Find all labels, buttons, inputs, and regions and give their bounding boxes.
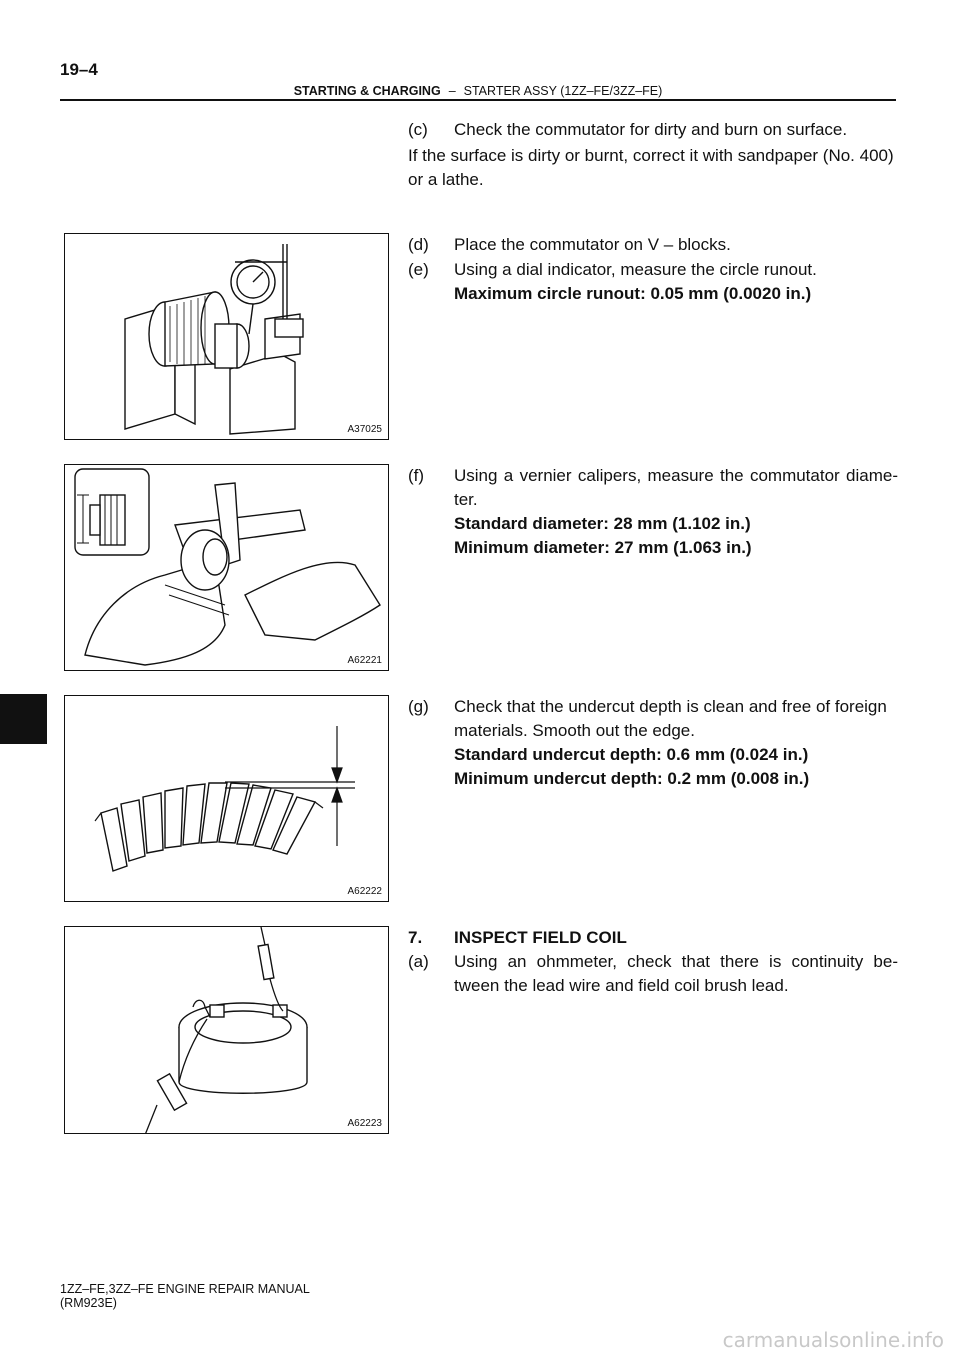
step-f-spec-minimum: Minimum diameter: 27 mm (1.063 in.) xyxy=(454,538,752,557)
step-a-label: (a) xyxy=(408,952,429,971)
figure-vernier-calipers xyxy=(64,464,389,671)
step-g-text: Check that the undercut depth is clean and free of foreign materials. Smooth out the edge. xyxy=(454,697,887,740)
step-c-label: (c) xyxy=(408,120,428,139)
field-coil-illustration xyxy=(65,927,389,1134)
footer xyxy=(60,1282,310,1310)
header-section: STARTING & CHARGING xyxy=(293,84,441,98)
step-g-spec-standard: Standard undercut depth: 0.6 mm (0.024 in.) xyxy=(454,745,809,764)
step-c-note: If the surface is dirty or burnt, correct it with sandpaper (No. 400) or a lathe. xyxy=(408,146,894,189)
step-f-label: (f) xyxy=(408,466,425,485)
header-rule xyxy=(60,99,896,101)
step-e-label: (e) xyxy=(408,260,429,279)
step-g-spec-minimum: Minimum undercut depth: 0.2 mm (0.008 in.) xyxy=(454,769,810,788)
step-g xyxy=(408,695,898,791)
step-7 xyxy=(408,926,898,998)
figure-code: A37025 xyxy=(347,424,382,435)
footer-manual-code: (RM923E) xyxy=(60,1296,117,1310)
header-subsection: STARTER ASSY (1ZZ–FE/3ZZ–FE) xyxy=(463,84,663,98)
step-f-text: Using a vernier calipers, measure the commutator diame-ter. xyxy=(454,466,898,509)
figure-undercut-depth xyxy=(64,695,389,902)
undercut-depth-illustration xyxy=(65,696,389,902)
step-e-text: Using a dial indicator, measure the circle runout. xyxy=(454,260,817,279)
step-a xyxy=(408,950,898,998)
step-c-text: Check the commutator for dirty and burn on surface. xyxy=(454,120,848,139)
step-c xyxy=(408,118,898,192)
figure-code: A62223 xyxy=(347,1118,382,1129)
step-g-label: (g) xyxy=(408,697,429,716)
step-d xyxy=(408,233,898,257)
vernier-calipers-illustration xyxy=(65,465,389,671)
figure-field-coil xyxy=(64,926,389,1134)
figure-dial-indicator xyxy=(64,233,389,440)
step-e-spec: Maximum circle runout: 0.05 mm (0.0020 in.) xyxy=(454,284,812,303)
step-f xyxy=(408,464,898,560)
step-e xyxy=(408,258,898,282)
header-dash: – xyxy=(448,84,456,98)
step-d-e xyxy=(408,233,898,306)
step-a-text: Using an ohmmeter, check that there is continuity be-tween the lead wire and field coil brush lead. xyxy=(454,952,898,995)
step-d-text: Place the commutator on V – blocks. xyxy=(454,235,731,254)
running-header xyxy=(60,84,896,98)
step-7-label: 7. xyxy=(408,928,423,947)
figure-code: A62221 xyxy=(347,655,382,666)
step-f-spec-standard: Standard diameter: 28 mm (1.102 in.) xyxy=(454,514,751,533)
step-7-title: INSPECT FIELD COIL xyxy=(454,928,627,947)
watermark-text: carmanualsonline.info xyxy=(722,1328,944,1352)
figure-code: A62222 xyxy=(347,886,382,897)
dial-indicator-illustration xyxy=(65,234,389,440)
footer-manual-title: 1ZZ–FE,3ZZ–FE ENGINE REPAIR MANUAL xyxy=(60,1282,310,1296)
section-tab-marker xyxy=(0,694,47,744)
page-number: 19–4 xyxy=(60,60,98,79)
step-d-label: (d) xyxy=(408,235,429,254)
